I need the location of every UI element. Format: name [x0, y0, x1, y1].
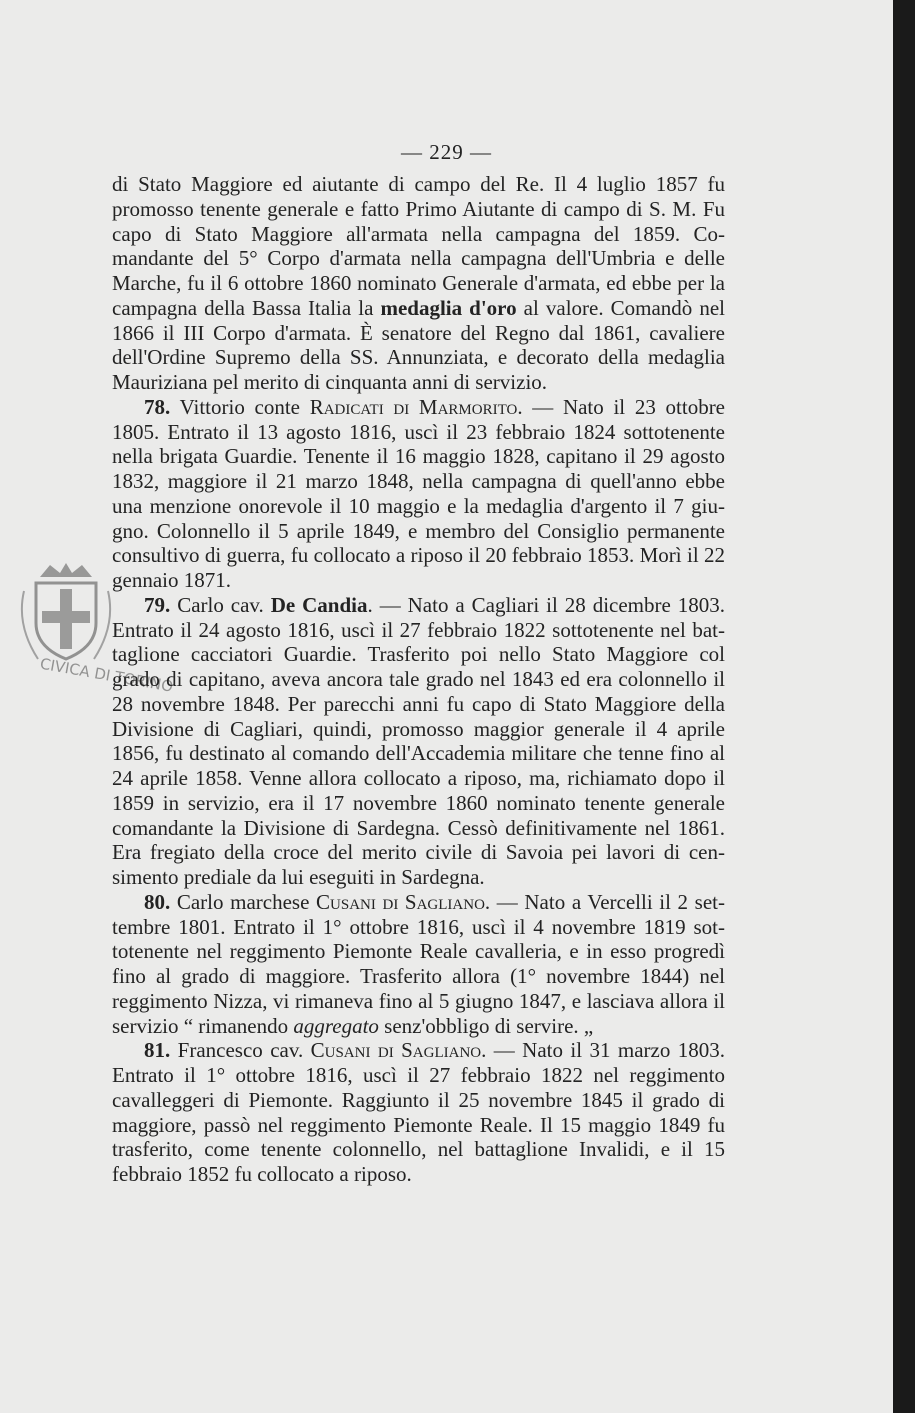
stamp-text: CIVICA DI TORINO — [38, 654, 175, 696]
entry-number: 80. — [144, 889, 171, 914]
entry-80: 80. Carlo marchese Cusani di Sagliano. — Nato a Vercelli il 2 settembre 1801. Entrato il 1° ottobre 1816, uscì il 4 novembre 1819 sottotenente nel reggimento Piemonte Reale cavalleria, e in esso progredì fino al grado di maggiore. Trasferito allora (1° novembre 1844) nel reggimento Nizza, vi rimaneva fino al 5 giugno 1847, e lasciava allora il servizio “ rimanendo aggregato senz'obbligo di servire. „ — [112, 889, 725, 1038]
body-text — [112, 172, 725, 1187]
entry-name: Cusani di Sagliano — [310, 1038, 482, 1063]
entry-number: 78. — [144, 394, 171, 419]
entry-name: De Candia — [270, 592, 368, 617]
entry-number: 81. — [144, 1038, 171, 1063]
entry-79: 79. Carlo cav. De Candia. — Nato a Cagliari il 28 dicembre 1803. Entrato il 24 agosto 1816, uscì il 27 febbraio 1822 sottotenente nel battaglione cacciatori Guardie. Trasferito poi nello Stato Maggiore col grado di capitano, aveva ancora tale grado nel 1843 ed era colonnello il 28 novembre 1848. Per parecchi anni fu capo di Stato Maggiore della Divisione di Cagliari, quindi, promosso maggior generale il 4 aprile 1856, fu destinato al comando dell'Accademia militare che tenne fino al 24 aprile 1858. Venne allora collocato a riposo, ma, richiamato dopo il 1859 in servizio, era il 17 novembre 1860 nominato tenente generale comandante la Divisione di Sardegna. Cessò definitivamente nel 1861. Era fregiato della croce del merito civile di Savoia pei lavori di censimento prediale da lui eseguiti in Sardegna. — [112, 592, 726, 889]
entry-number: 79. — [144, 592, 171, 617]
entry-name: Cusani di Sagliano — [316, 889, 485, 914]
entry-78: 78. Vittorio conte Radicati di Marmorito. — Nato il 23 ottobre 1805. Entrato il 13 agosto 1816, uscì il 23 febbraio 1824 sottotenente nella brigata Guardie. Tenente il 16 maggio 1828, capitano il 29 agosto 1832, maggiore il 21 marzo 1848, nella campagna di quell'anno ebbe una menzione onorevole il 10 maggio e la medaglia d'argento il 7 giugno. Colonnello il 5 aprile 1849, e membro del Consiglio permanente consultivo di guerra, fu collocato a riposo il 20 febbraio 1853. Morì il 22 gennaio 1871. — [112, 394, 726, 592]
entry-name: Radicati di Marmorito — [309, 394, 518, 419]
entry-81: 81. Francesco cav. Cusani di Sagliano. — Nato il 31 marzo 1803. Entrato il 1° ottobre 1816, uscì il 27 febbraio 1822 nel reggimento cavalleggeri di Piemonte. Raggiunto il 25 novembre 1845 il grado di maggiore, passò nel reggimento Piemonte Reale. Il 15 maggio 1849 fu trasferito, come tenente colonnello, nel battaglione Invalidi, e il 15 febbraio 1852 fu collocato a riposo. — [112, 1038, 725, 1186]
paragraph-intro: di Stato Maggiore ed aiutante di campo del Re. Il 4 luglio 1857 fu promosso tenente generale e fatto Primo Aiutante di campo di S. M. Fu capo di Stato Maggiore all'armata nella campagna del 1859. Comandante del 5° Corpo d'armata nella campagna dell'Umbria e delle Marche, fu il 6 ottobre 1860 nominato Generale d'armata, ed ebbe per la campagna della Bassa Italia la medaglia d'oro al valore. Comandò nel 1866 il III Corpo d'armata. È senatore del Regno dal 1861, cavaliere dell'Ordine Supremo della SS. Annunziata, e decorato della medaglia Mauriziana pel merito di cinquanta anni di servizio. — [112, 172, 725, 394]
page-number: — 229 — — [401, 140, 492, 164]
